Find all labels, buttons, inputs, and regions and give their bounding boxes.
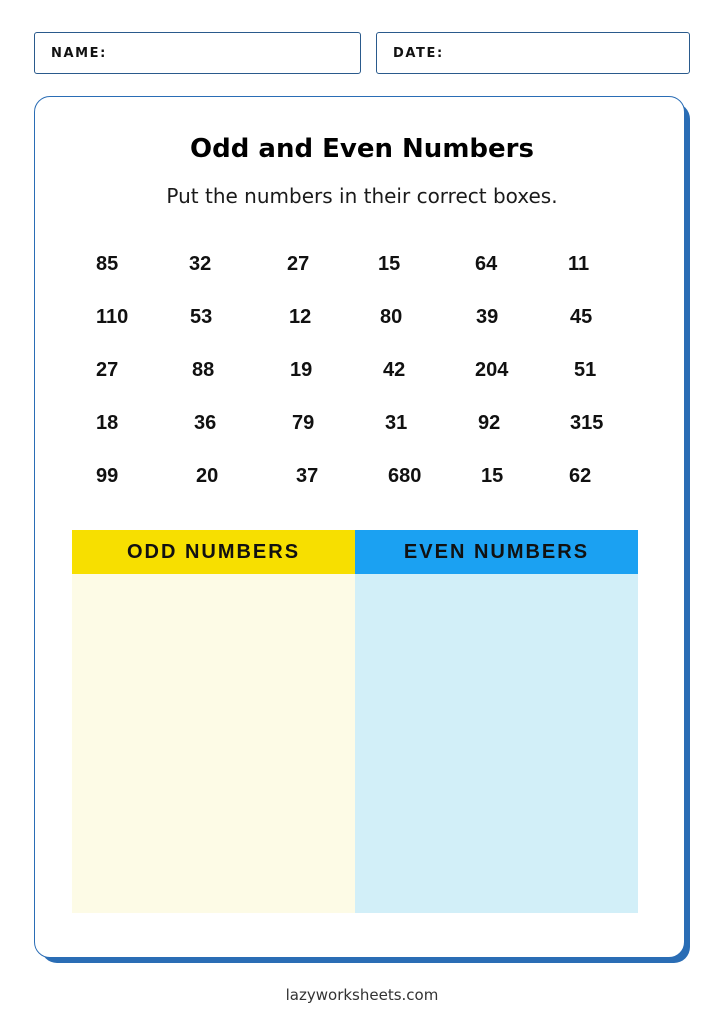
- number-item: 45: [570, 306, 593, 328]
- odd-numbers-header: ODD NUMBERS: [72, 530, 355, 574]
- number-item: 51: [574, 359, 597, 381]
- number-item: 18: [96, 412, 119, 434]
- number-item: 12: [289, 306, 312, 328]
- number-item: 15: [378, 253, 401, 275]
- number-item: 11: [568, 253, 590, 275]
- name-label: NAME:: [51, 45, 107, 61]
- name-field[interactable]: [34, 32, 361, 74]
- number-item: 62: [569, 465, 592, 487]
- number-item: 99: [96, 465, 119, 487]
- number-item: 204: [475, 359, 509, 381]
- number-item: 88: [192, 359, 215, 381]
- number-item: 36: [194, 412, 217, 434]
- number-item: 79: [292, 412, 315, 434]
- number-item: 315: [570, 412, 604, 434]
- number-item: 27: [287, 253, 310, 275]
- footer-site: lazyworksheets.com: [285, 986, 439, 1004]
- number-item: 39: [476, 306, 499, 328]
- number-item: 31: [385, 412, 408, 434]
- number-item: 27: [96, 359, 119, 381]
- date-label: DATE:: [393, 45, 444, 61]
- number-item: 92: [478, 412, 501, 434]
- number-item: 42: [383, 359, 406, 381]
- number-item: 680: [388, 465, 422, 487]
- number-item: 32: [189, 253, 212, 275]
- even-numbers-header: EVEN NUMBERS: [355, 530, 638, 574]
- number-item: 20: [196, 465, 219, 487]
- number-item: 64: [475, 253, 498, 275]
- number-item: 80: [380, 306, 403, 328]
- number-item: 15: [481, 465, 504, 487]
- number-item: 19: [290, 359, 313, 381]
- number-item: 85: [96, 253, 119, 275]
- number-item: 37: [296, 465, 319, 487]
- number-item: 53: [190, 306, 213, 328]
- worksheet-title: Odd and Even Numbers: [190, 134, 534, 164]
- date-field[interactable]: [376, 32, 690, 74]
- worksheet-instruction: Put the numbers in their correct boxes.: [166, 184, 558, 208]
- number-item: 110: [96, 306, 129, 328]
- odd-numbers-box[interactable]: [72, 574, 355, 913]
- even-numbers-box[interactable]: [355, 574, 638, 913]
